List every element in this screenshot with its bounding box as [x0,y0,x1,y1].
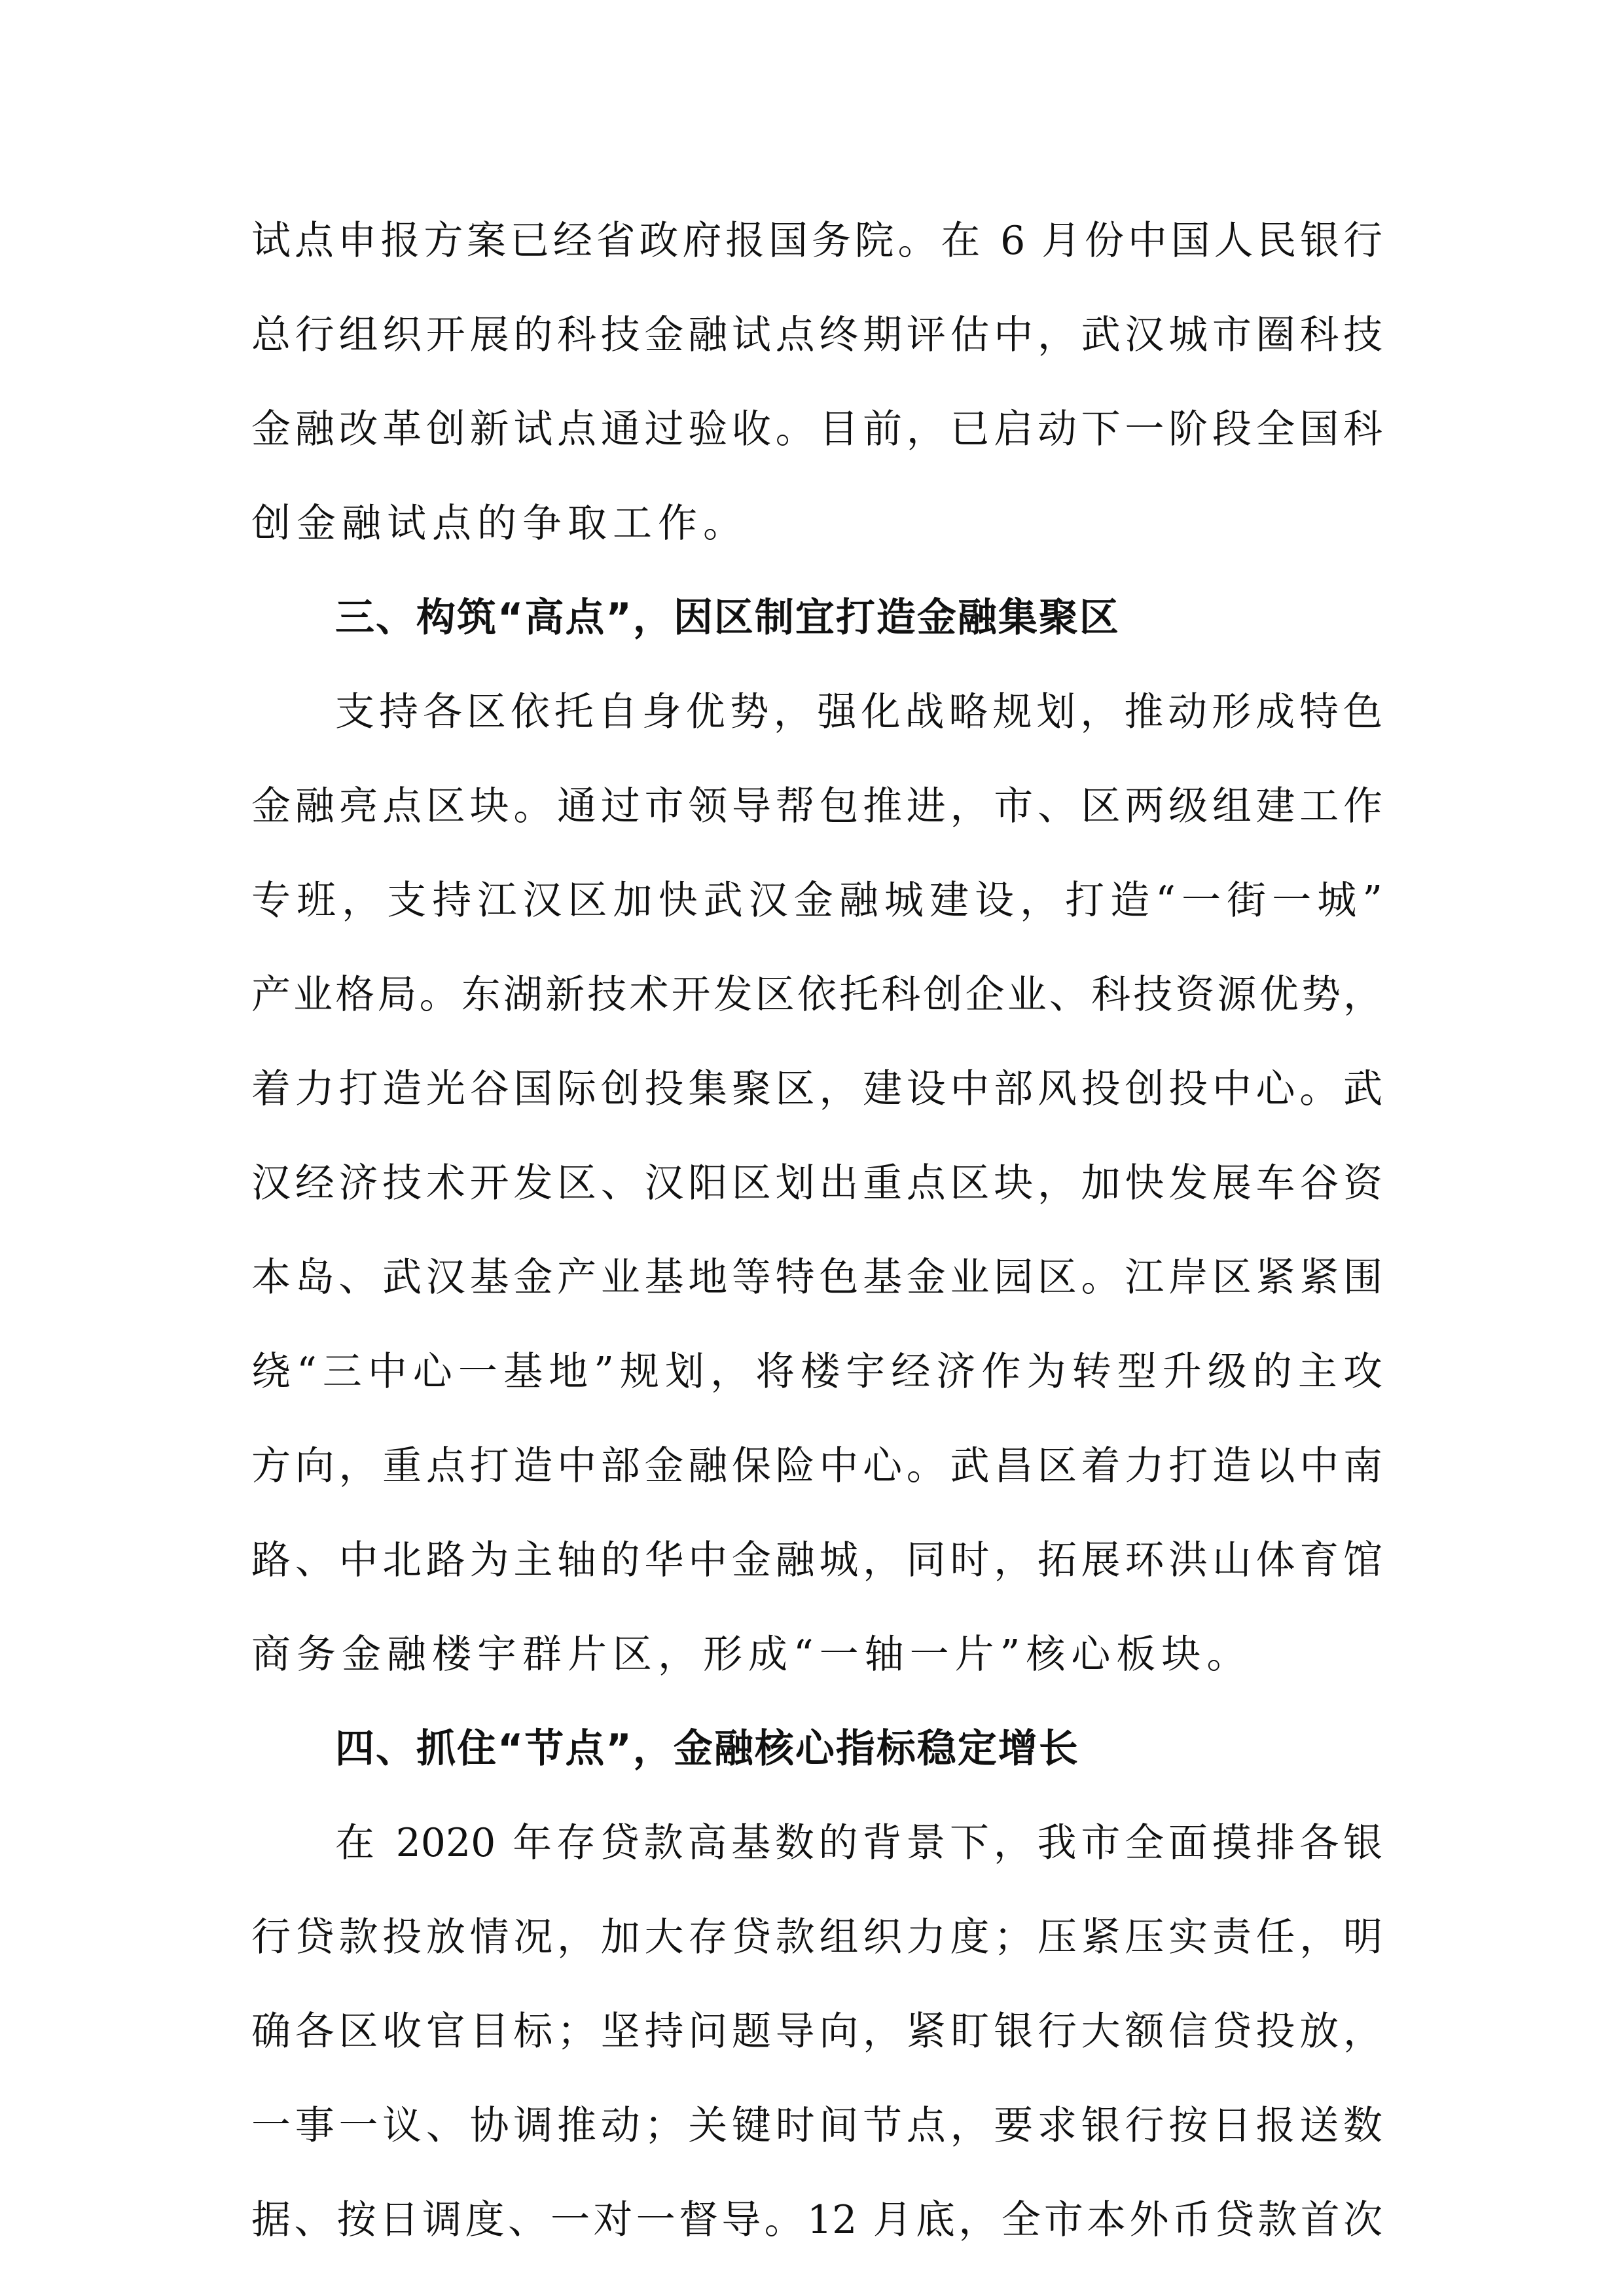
text-line: 行贷款投放情况，加大存贷款组织力度；压紧压实责任，明 [251,1914,1382,1960]
text-line: 专班，支持江汉区加快武汉金融城建设，打造“一街一城” [251,878,1382,924]
text-line: 支持各区依托自身优势，强化战略规划，推动形成特色 [335,689,1382,735]
text-line: 商务金融楼宇群片区，形成“一轴一片”核心板块。 [251,1632,1252,1677]
text-line: 汉经济技术开发区、汉阳区划出重点区块，加快发展车谷资 [251,1160,1382,1206]
text-line: 一事一议、协调推动；关键时间节点，要求银行按日报送数 [251,2103,1382,2149]
paragraph-core-indicators [251,1810,1382,2282]
text-line: 着力打造光谷国际创投集聚区，建设中部风投创投中心。武 [251,1066,1382,1112]
paragraph-financial-cluster [251,679,1382,1716]
text-line: 绕“三中心一基地”规划，将楼宇经济作为转型升级的主攻 [251,1349,1382,1395]
text-line: 试点申报方案已经省政府报国务院。在 6 月份中国人民银行 [251,218,1382,264]
text-line: 方向，重点打造中部金融保险中心。武昌区着力打造以中南 [251,1443,1382,1489]
text-line: 路、中北路为主轴的华中金融城，同时，拓展环洪山体育馆 [251,1537,1382,1583]
section-heading-four: 四、抓住“节点”，金融核心指标稳定增长 [335,1726,1079,1772]
text-line: 金融亮点区块。通过市领导帮包推进，市、区两级组建工作 [251,783,1382,829]
text-line: 据、按日调度、一对一督导。12 月底，全市本外币贷款首次 [251,2197,1382,2243]
text-line: 本岛、武汉基金产业基地等特色基金业园区。江岸区紧紧围 [251,1255,1382,1300]
text-line: 产业格局。东湖新技术开发区依托科创企业、科技资源优势， [251,972,1382,1018]
text-line: 创金融试点的争取工作。 [251,501,748,547]
section-heading-three: 三、构筑“高点”，因区制宜打造金融集聚区 [335,595,1120,641]
text-line: 总行组织开展的科技金融试点终期评估中，武汉城市圈科技 [251,312,1382,358]
text-line: 金融改革创新试点通过验收。目前，已启动下一阶段全国科 [251,406,1382,452]
paragraph-pilot-application [251,208,1382,585]
text-line: 确各区收官目标；坚持问题导向，紧盯银行大额信贷投放， [251,2009,1382,2054]
document-body [251,208,1382,2282]
text-line: 在 2020 年存贷款高基数的背景下，我市全面摸排各银 [335,1820,1382,1866]
